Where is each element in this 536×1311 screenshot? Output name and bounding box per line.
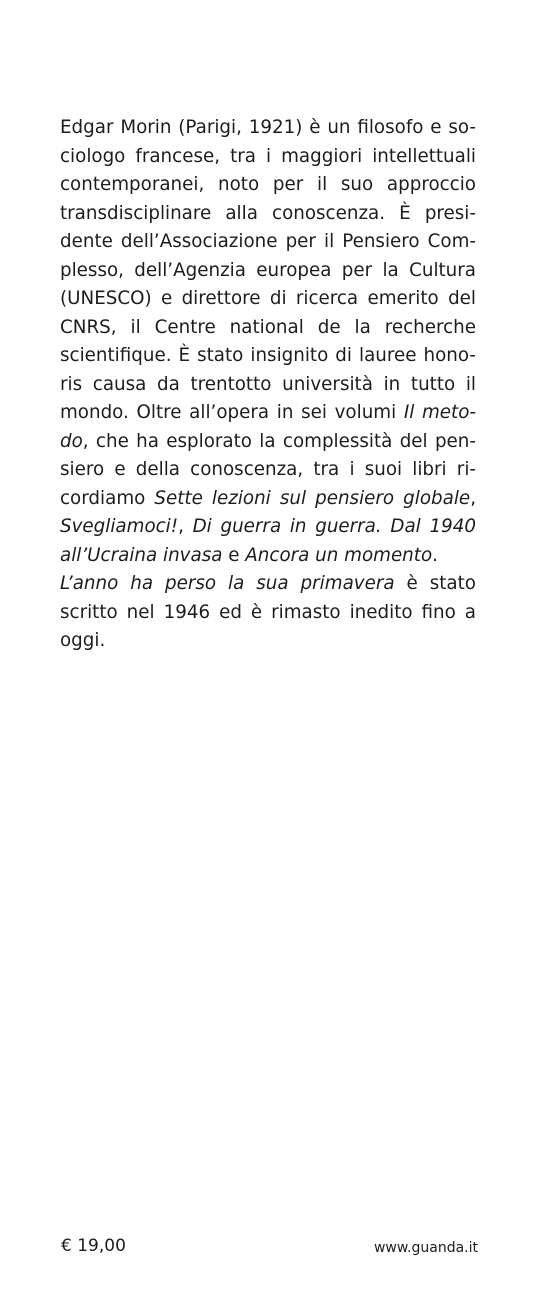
bio-text: transdisciplinare alla conoscenza. È presi- <box>60 202 476 224</box>
bio-text: e <box>222 544 246 566</box>
bio-text: , <box>470 487 476 509</box>
bio-line <box>60 599 476 628</box>
bio-text: cordiamo <box>60 487 155 509</box>
bio-line <box>60 399 476 428</box>
bio-italic-text: Svegliamoci! <box>60 516 179 537</box>
bio-line <box>60 456 476 485</box>
bio-text: , che ha esplorato la complessità del pen- <box>82 430 476 452</box>
bio-text: . <box>432 544 438 566</box>
bio-line <box>60 513 476 542</box>
bio-line <box>60 428 476 457</box>
bio-italic-text: Il meto- <box>403 402 476 423</box>
bio-text: ciologo francese, tra i maggiori intellettuali <box>60 145 476 167</box>
bio-line <box>60 171 476 200</box>
bio-text: scritto nel 1946 ed è rimasto inedito fino a <box>60 601 476 623</box>
bio-text: Edgar Morin (Parigi, 1921) è un filosofo e so- <box>60 117 476 138</box>
price-label: € 19,00 <box>61 1236 126 1256</box>
publisher-website: www.guanda.it <box>373 1240 478 1256</box>
author-bio <box>60 114 476 656</box>
bio-text: plesso, dell’Agenzia europea per la Cultura <box>60 259 476 281</box>
bio-italic-text: Di guerra in guerra. Dal 1940 <box>192 516 476 537</box>
bio-line <box>60 143 476 172</box>
bio-italic-text: do <box>60 430 83 452</box>
bio-italic-text: L’anno ha perso la sua primavera <box>60 573 395 594</box>
bio-line <box>60 342 476 371</box>
bio-line <box>60 485 476 514</box>
bio-text: dente dell’Associazione per il Pensiero Com- <box>60 231 476 252</box>
bio-italic-text: Sette lezioni sul pensiero globale <box>154 487 471 509</box>
bio-line <box>60 257 476 286</box>
bio-line <box>60 371 476 400</box>
bio-line <box>60 228 476 257</box>
bio-line <box>60 285 476 314</box>
bio-text: mondo. Oltre all’opera in sei volumi <box>60 402 404 423</box>
bio-text: siero e della conoscenza, tra i suoi libri ri- <box>60 459 476 480</box>
bio-line <box>60 314 476 343</box>
bio-text: oggi. <box>60 630 106 651</box>
bio-line <box>60 627 476 656</box>
bio-text: ris causa da trentotto università in tutto il <box>60 373 476 395</box>
bio-italic-text: all’Ucraina invasa <box>60 544 223 566</box>
bio-line <box>60 114 476 143</box>
bio-text: contemporanei, noto per il suo approccio <box>60 174 476 195</box>
bio-text: è stato <box>394 573 476 594</box>
bio-line <box>60 542 476 571</box>
bio-text: , <box>178 516 193 537</box>
bio-line <box>60 570 476 599</box>
bio-text: scientifique. È stato insignito di lauree hono- <box>60 345 476 366</box>
bio-text: CNRS, il Centre national de la recherche <box>60 316 476 338</box>
bio-line <box>60 200 476 229</box>
bio-italic-text: Ancora un momento <box>245 544 433 566</box>
bio-text: (UNESCO) e direttore di ricerca emerito del <box>60 288 476 309</box>
